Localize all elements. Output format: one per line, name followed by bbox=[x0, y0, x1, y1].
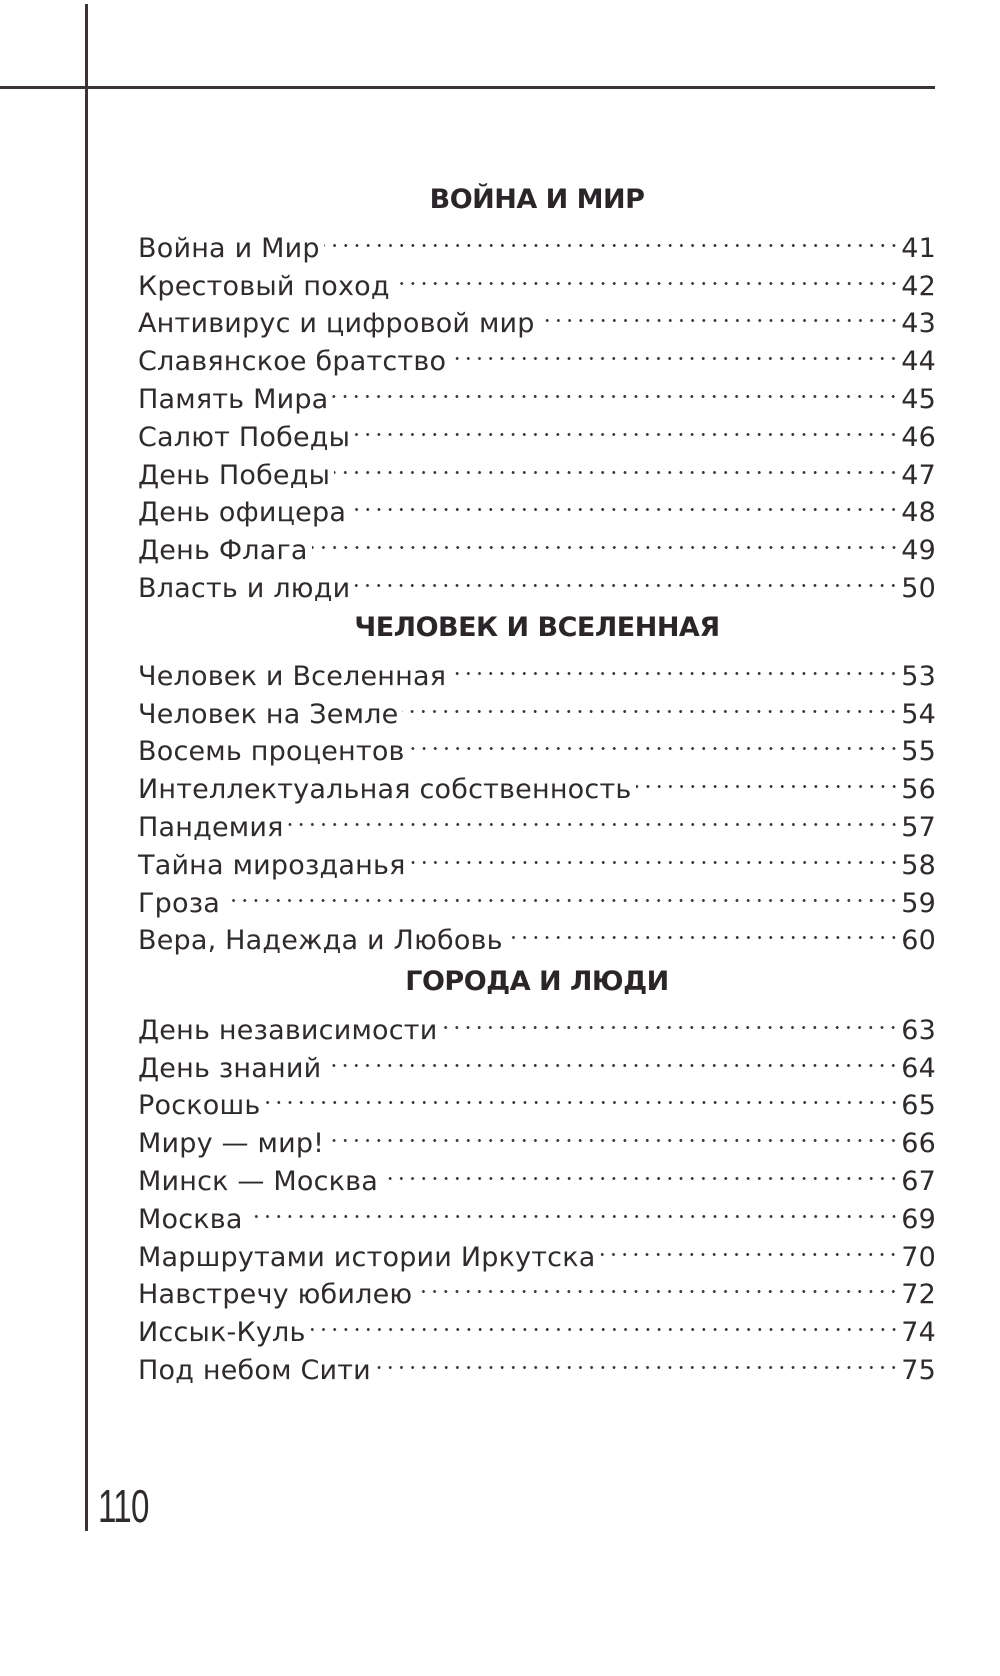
dot-leader bbox=[354, 559, 899, 597]
entry-title: Память Мира bbox=[138, 383, 329, 415]
entry-title: Роскошь bbox=[138, 1090, 261, 1122]
dot-leader bbox=[310, 1303, 900, 1341]
dot-leader bbox=[599, 1228, 899, 1266]
entry-page-number: 60 bbox=[901, 925, 936, 957]
entry-page-number: 45 bbox=[901, 383, 936, 415]
dot-leader bbox=[402, 685, 899, 723]
dot-leader bbox=[350, 484, 899, 522]
dot-leader bbox=[375, 1341, 899, 1379]
entry-page-number: 59 bbox=[901, 887, 936, 919]
section-heading: ЧЕЛОВЕК И ВСЕЛЕННАЯ bbox=[354, 612, 720, 643]
entry-page-number: 74 bbox=[901, 1317, 936, 1349]
entry-title: Власть и люди bbox=[138, 572, 351, 604]
entry-page-number: 43 bbox=[901, 308, 936, 340]
toc-section-war-and-peace bbox=[138, 181, 936, 604]
dot-leader bbox=[441, 1001, 899, 1039]
entry-title: Крестовый поход bbox=[138, 270, 390, 302]
dot-leader bbox=[324, 219, 900, 257]
toc-section-cities-and-people bbox=[138, 963, 936, 1386]
entry-title: Интеллектуальная собственность bbox=[138, 774, 632, 806]
entry-page-number: 54 bbox=[901, 698, 936, 730]
dot-leader bbox=[539, 295, 900, 333]
dot-leader bbox=[312, 521, 900, 559]
dot-leader bbox=[325, 1039, 899, 1077]
entry-title: Салют Победы bbox=[138, 421, 351, 453]
dot-leader bbox=[334, 446, 899, 484]
entry-title: Тайна мирозданья bbox=[138, 849, 406, 881]
entry-title: Под небом Сити bbox=[138, 1354, 371, 1386]
toc-entry[interactable] bbox=[138, 219, 936, 264]
entry-page-number: 44 bbox=[901, 346, 936, 378]
toc-entry[interactable] bbox=[138, 1001, 936, 1046]
entry-page-number: 63 bbox=[901, 1014, 936, 1046]
entry-title: День Флага bbox=[138, 535, 308, 567]
entry-page-number: 53 bbox=[901, 660, 936, 692]
entry-page-number: 72 bbox=[901, 1279, 936, 1311]
entry-title: День знаний bbox=[138, 1052, 322, 1084]
entry-page-number: 55 bbox=[901, 736, 936, 768]
entry-title: Вера, Надежда и Любовь bbox=[138, 925, 503, 957]
dot-leader bbox=[328, 1114, 899, 1152]
entry-title: Навстречу юбилею bbox=[138, 1279, 413, 1311]
entry-title: Гроза bbox=[138, 887, 221, 919]
section-heading: ВОЙНА И МИР bbox=[429, 184, 645, 215]
toc-section-man-and-universe bbox=[138, 609, 936, 957]
dot-leader bbox=[332, 370, 899, 408]
dot-leader bbox=[382, 1152, 899, 1190]
entry-page-number: 67 bbox=[901, 1165, 936, 1197]
entry-title: Человек и Вселенная bbox=[138, 660, 447, 692]
dot-leader bbox=[354, 408, 899, 446]
dot-leader bbox=[288, 798, 900, 836]
entry-page-number: 66 bbox=[901, 1128, 936, 1160]
toc-entry[interactable] bbox=[138, 1190, 936, 1235]
dot-leader bbox=[394, 257, 900, 295]
margin-vertical-rule bbox=[85, 4, 88, 1531]
toc-entry[interactable] bbox=[138, 1228, 936, 1273]
dot-leader bbox=[247, 1190, 900, 1228]
entry-page-number: 75 bbox=[901, 1354, 936, 1386]
page-number: 110 bbox=[98, 1480, 149, 1532]
section-heading: ГОРОДА И ЛЮДИ bbox=[405, 966, 669, 997]
entry-page-number: 41 bbox=[901, 232, 936, 264]
toc-entry[interactable] bbox=[138, 874, 936, 919]
entry-title: Славянское братство bbox=[138, 346, 447, 378]
entry-page-number: 57 bbox=[901, 811, 936, 843]
dot-leader bbox=[224, 874, 899, 912]
toc-entry[interactable] bbox=[138, 647, 936, 692]
entry-page-number: 47 bbox=[901, 459, 936, 491]
dot-leader bbox=[507, 912, 899, 950]
entry-page-number: 42 bbox=[901, 270, 936, 302]
entry-title: Москва bbox=[138, 1203, 243, 1235]
entry-page-number: 64 bbox=[901, 1052, 936, 1084]
entry-page-number: 58 bbox=[901, 849, 936, 881]
entry-page-number: 49 bbox=[901, 535, 936, 567]
dot-leader bbox=[265, 1077, 900, 1115]
entry-title: Маршрутами истории Иркутска bbox=[138, 1241, 596, 1273]
entry-page-number: 69 bbox=[901, 1203, 936, 1235]
entry-page-number: 70 bbox=[901, 1241, 936, 1273]
entry-page-number: 56 bbox=[901, 774, 936, 806]
entry-title: День Победы bbox=[138, 459, 331, 491]
dot-leader bbox=[416, 1266, 899, 1304]
entry-page-number: 48 bbox=[901, 497, 936, 529]
toc-entry[interactable] bbox=[138, 912, 936, 957]
entry-title: Восемь процентов bbox=[138, 736, 405, 768]
dot-leader bbox=[450, 332, 899, 370]
entry-title: Человек на Земле bbox=[138, 698, 399, 730]
header-horizontal-rule bbox=[0, 86, 935, 89]
entry-page-number: 50 bbox=[901, 572, 936, 604]
entry-title: День офицера bbox=[138, 497, 347, 529]
entry-page-number: 65 bbox=[901, 1090, 936, 1122]
entry-title: День независимости bbox=[138, 1014, 438, 1046]
entry-title: Пандемия bbox=[138, 811, 284, 843]
entry-title: Минск — Москва bbox=[138, 1165, 379, 1197]
entry-title: Иссык-Куль bbox=[138, 1317, 306, 1349]
dot-leader bbox=[410, 836, 900, 874]
dot-leader bbox=[409, 723, 900, 761]
entry-title: Война и Мир bbox=[138, 232, 320, 264]
entry-title: Антивирус и цифровой мир bbox=[138, 308, 535, 340]
dot-leader bbox=[450, 647, 899, 685]
entry-title: Миру — мир! bbox=[138, 1128, 325, 1160]
entry-page-number: 46 bbox=[901, 421, 936, 453]
dot-leader bbox=[636, 760, 900, 798]
